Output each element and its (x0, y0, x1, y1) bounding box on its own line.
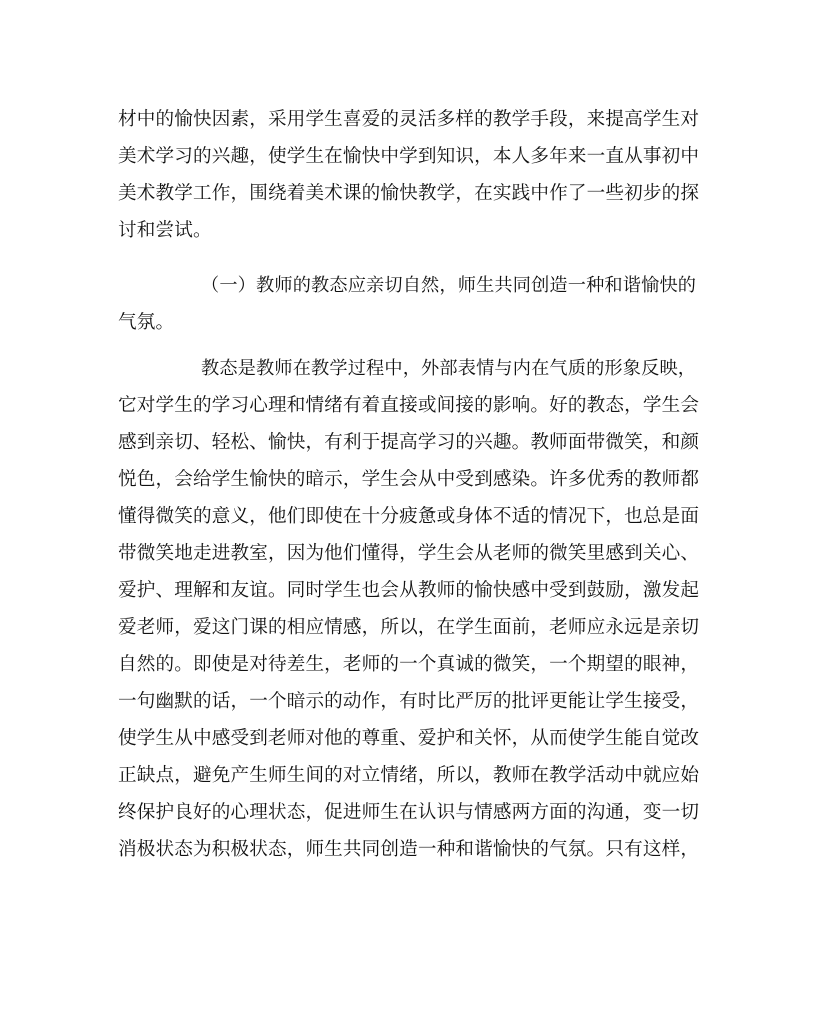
text-line-9: 感到亲切、轻松、愉快，有利于提高学习的兴趣。教师面带微笑，和颜 (118, 432, 700, 453)
text-line-3: 美术教学工作，围绕着美术课的愉快教学，在实践中作了一些初步的探 (118, 183, 700, 204)
section-heading-continued: 气氛。 (118, 312, 175, 333)
text-line-17: 使学生从中感受到老师对他的尊重、爱护和关怀，从而使学生能自觉改 (118, 728, 700, 749)
text-line-8: 它对学生的学习心理和情绪有着直接或间接的影响。好的教态，学生会 (118, 395, 700, 416)
text-line-18: 正缺点，避免产生师生间的对立情绪，所以，教师在教学活动中就应始 (118, 765, 700, 786)
text-line-1: 材中的愉快因素，采用学生喜爱的灵活多样的教学手段，来提高学生对 (118, 109, 700, 130)
text-line-14: 爱老师，爱这门课的相应情感，所以，在学生面前，老师应永远是亲切 (118, 617, 700, 638)
text-line-4: 讨和尝试。 (118, 220, 212, 241)
text-line-11: 懂得微笑的意义，他们即使在十分疲惫或身体不适的情况下，也总是面 (118, 506, 700, 527)
section-heading: （一）教师的教态应亲切自然，师生共同创造一种和谐愉快的 (201, 275, 697, 296)
text-line-16: 一句幽默的话，一个暗示的动作，有时比严厉的批评更能让学生接受， (118, 691, 700, 712)
text-line-20: 消极状态为积极状态，师生共同创造一种和谐愉快的气氛。只有这样， (118, 839, 700, 860)
text-line-10: 悦色，会给学生愉快的暗示，学生会从中受到感染。许多优秀的教师都 (118, 469, 700, 490)
text-line-12: 带微笑地走进教室，因为他们懂得，学生会从老师的微笑里感到关心、 (118, 543, 700, 564)
text-line-19: 终保护良好的心理状态，促进师生在认识与情感两方面的沟通，变一切 (118, 802, 700, 823)
text-line-15: 自然的。即使是对待差生，老师的一个真诚的微笑，一个期望的眼神， (118, 654, 700, 675)
paragraph-first-line: 教态是教师在教学过程中，外部表情与内在气质的形象反映， (201, 358, 697, 379)
text-line-13: 爱护、理解和友谊。同时学生也会从教师的愉快感中受到鼓励，激发起 (118, 580, 700, 601)
text-line-2: 美术学习的兴趣，使学生在愉快中学到知识，本人多年来一直从事初中 (118, 146, 700, 167)
